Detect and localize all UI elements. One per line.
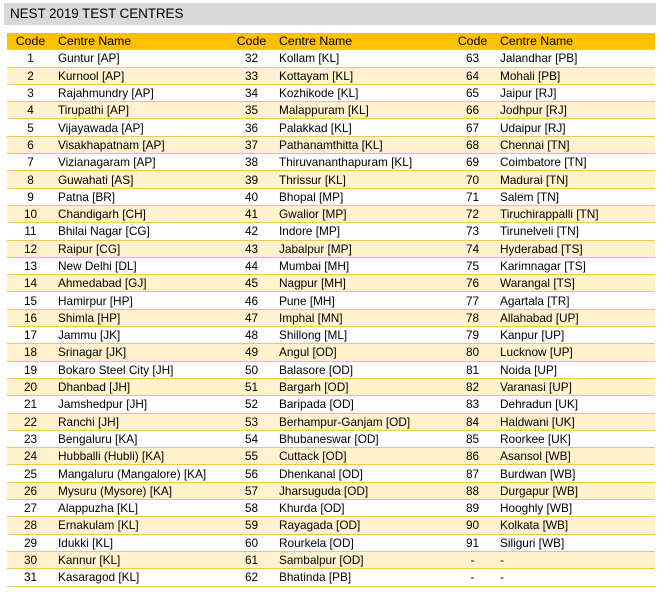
centre-name-cell: Allahabad [UP]	[496, 309, 655, 326]
centre-code-cell: 83	[449, 396, 496, 413]
centre-name-cell: Mohali [PB]	[496, 67, 655, 84]
centre-name-cell: Karimnagar [TS]	[496, 257, 655, 274]
centre-name-cell: Kurnool [AP]	[54, 67, 228, 84]
centre-name-cell: Shimla [HP]	[54, 309, 228, 326]
centre-name-cell: Balasore [OD]	[275, 361, 449, 378]
centre-code-cell: 76	[449, 275, 496, 292]
centre-name-cell: Dhanbad [JH]	[54, 378, 228, 395]
centre-code-cell: 41	[228, 205, 275, 222]
table-row	[7, 257, 655, 274]
centre-code-cell: 91	[449, 534, 496, 551]
centre-name-cell: Jaipur [RJ]	[496, 84, 655, 101]
centre-code-cell: 14	[7, 275, 54, 292]
centre-code-cell: 18	[7, 344, 54, 361]
table-row	[7, 119, 655, 136]
centre-code-cell: 31	[7, 569, 54, 586]
centre-name-cell: Guwahati [AS]	[54, 171, 228, 188]
table-row	[7, 136, 655, 153]
table-row	[7, 154, 655, 171]
centre-code-cell: 23	[7, 430, 54, 447]
centre-code-cell: 70	[449, 171, 496, 188]
centre-code-cell: 7	[7, 154, 54, 171]
centre-name-cell: Chandigarh [CH]	[54, 205, 228, 222]
centre-name-cell: Srinagar [JK]	[54, 344, 228, 361]
centre-code-cell: 11	[7, 223, 54, 240]
centre-name-cell: Raipur [CG]	[54, 240, 228, 257]
centre-code-cell: 22	[7, 413, 54, 430]
centre-name-cell: Visakhapatnam [AP]	[54, 136, 228, 153]
centre-name-cell: Burdwan [WB]	[496, 465, 655, 482]
centre-name-cell: Tiruchirappalli [TN]	[496, 205, 655, 222]
table-row	[7, 361, 655, 378]
centre-code-cell: 27	[7, 500, 54, 517]
centre-name-cell: Rourkela [OD]	[275, 534, 449, 551]
centre-code-cell: 21	[7, 396, 54, 413]
centre-name-cell: Bhubaneswar [OD]	[275, 430, 449, 447]
centre-code-cell: 60	[228, 534, 275, 551]
centre-name-cell: Chennai [TN]	[496, 136, 655, 153]
centre-name-cell: Dehradun [UK]	[496, 396, 655, 413]
centre-name-cell: Hooghly [WB]	[496, 500, 655, 517]
centre-code-cell: 58	[228, 500, 275, 517]
centre-code-cell: 80	[449, 344, 496, 361]
table-row	[7, 448, 655, 465]
centre-name-cell: Khurda [OD]	[275, 500, 449, 517]
centre-name-cell: Jabalpur [MP]	[275, 240, 449, 257]
centre-name-cell: Jharsuguda [OD]	[275, 482, 449, 499]
centre-code-cell: 50	[228, 361, 275, 378]
centre-code-cell: -	[449, 569, 496, 586]
centre-name-cell: Gwalior [MP]	[275, 205, 449, 222]
centre-name-cell: Bargarh [OD]	[275, 378, 449, 395]
centre-name-cell: Hyderabad [TS]	[496, 240, 655, 257]
centre-code-cell: 32	[228, 50, 275, 67]
centre-name-cell: Durgapur [WB]	[496, 482, 655, 499]
table-row	[7, 378, 655, 395]
table-row	[7, 327, 655, 344]
centre-name-cell: Pathanamthitta [KL]	[275, 136, 449, 153]
centre-code-cell: 72	[449, 205, 496, 222]
centre-name-cell: Mangaluru (Mangalore) [KA]	[54, 465, 228, 482]
centre-name-cell: Agartala [TR]	[496, 292, 655, 309]
centre-name-cell: Jamshedpur [JH]	[54, 396, 228, 413]
centre-code-cell: 75	[449, 257, 496, 274]
centre-name-cell: Ranchi [JH]	[54, 413, 228, 430]
centre-code-cell: 86	[449, 448, 496, 465]
centre-name-cell: -	[496, 551, 655, 568]
centre-code-cell: 57	[228, 482, 275, 499]
centre-name-cell: Madurai [TN]	[496, 171, 655, 188]
table-row	[7, 292, 655, 309]
centre-code-cell: 53	[228, 413, 275, 430]
table-row	[7, 500, 655, 517]
centre-code-cell: 77	[449, 292, 496, 309]
centre-code-cell: 17	[7, 327, 54, 344]
centre-code-cell: 55	[228, 448, 275, 465]
centre-name-cell: Sambalpur [OD]	[275, 551, 449, 568]
table-row	[7, 482, 655, 499]
centre-name-cell: Haldwani [UK]	[496, 413, 655, 430]
centre-code-cell: 2	[7, 67, 54, 84]
centre-name-cell: Siliguri [WB]	[496, 534, 655, 551]
column-header-centre-name: Centre Name	[496, 33, 655, 50]
centre-name-cell: Nagpur [MH]	[275, 275, 449, 292]
centre-code-cell: 9	[7, 188, 54, 205]
centre-code-cell: 25	[7, 465, 54, 482]
centre-code-cell: 28	[7, 517, 54, 534]
centre-name-cell: Udaipur [RJ]	[496, 119, 655, 136]
centre-code-cell: 88	[449, 482, 496, 499]
centre-code-cell: 54	[228, 430, 275, 447]
centre-code-cell: 13	[7, 257, 54, 274]
test-centres-table	[7, 33, 655, 587]
centre-name-cell: Asansol [WB]	[496, 448, 655, 465]
table-row	[7, 569, 655, 586]
centre-name-cell: Roorkee [UK]	[496, 430, 655, 447]
table-row	[7, 50, 655, 67]
centre-code-cell: 15	[7, 292, 54, 309]
centre-name-cell: Bokaro Steel City [JH]	[54, 361, 228, 378]
centre-code-cell: 38	[228, 154, 275, 171]
centre-code-cell: 87	[449, 465, 496, 482]
table-row	[7, 102, 655, 119]
centre-code-cell: 44	[228, 257, 275, 274]
centre-code-cell: 52	[228, 396, 275, 413]
centre-name-cell: Kannur [KL]	[54, 551, 228, 568]
centre-code-cell: 48	[228, 327, 275, 344]
centre-code-cell: 12	[7, 240, 54, 257]
centre-code-cell: 47	[228, 309, 275, 326]
centre-code-cell: 35	[228, 102, 275, 119]
table-row	[7, 223, 655, 240]
centre-code-cell: 73	[449, 223, 496, 240]
centre-code-cell: 40	[228, 188, 275, 205]
table-row	[7, 275, 655, 292]
centre-name-cell: Imphal [MN]	[275, 309, 449, 326]
centre-name-cell: Idukki [KL]	[54, 534, 228, 551]
centre-code-cell: 10	[7, 205, 54, 222]
centre-code-cell: 36	[228, 119, 275, 136]
centre-name-cell: Vizianagaram [AP]	[54, 154, 228, 171]
centre-code-cell: 46	[228, 292, 275, 309]
centre-code-cell: 85	[449, 430, 496, 447]
centre-code-cell: 68	[449, 136, 496, 153]
column-header-centre-name: Centre Name	[54, 33, 228, 50]
table-row	[7, 517, 655, 534]
centre-name-cell: Jodhpur [RJ]	[496, 102, 655, 119]
centre-code-cell: 49	[228, 344, 275, 361]
centre-name-cell: Cuttack [OD]	[275, 448, 449, 465]
centre-name-cell: Bhopal [MP]	[275, 188, 449, 205]
centre-name-cell: Baripada [OD]	[275, 396, 449, 413]
centre-name-cell: Bhilai Nagar [CG]	[54, 223, 228, 240]
centre-name-cell: Tirupathi [AP]	[54, 102, 228, 119]
centre-code-cell: 79	[449, 327, 496, 344]
centre-code-cell: 82	[449, 378, 496, 395]
centre-name-cell: Bengaluru [KA]	[54, 430, 228, 447]
centre-code-cell: 43	[228, 240, 275, 257]
centre-code-cell: 65	[449, 84, 496, 101]
table-row	[7, 205, 655, 222]
table-row	[7, 171, 655, 188]
centre-name-cell: Kolkata [WB]	[496, 517, 655, 534]
centre-name-cell: Thiruvananthapuram [KL]	[275, 154, 449, 171]
centre-name-cell: Mysuru (Mysore) [KA]	[54, 482, 228, 499]
centre-code-cell: 89	[449, 500, 496, 517]
centre-code-cell: 59	[228, 517, 275, 534]
centre-code-cell: 39	[228, 171, 275, 188]
centre-code-cell: 33	[228, 67, 275, 84]
centre-name-cell: Kozhikode [KL]	[275, 84, 449, 101]
centre-name-cell: Rayagada [OD]	[275, 517, 449, 534]
centre-code-cell: 78	[449, 309, 496, 326]
centre-name-cell: Bhatinda [PB]	[275, 569, 449, 586]
centre-code-cell: 20	[7, 378, 54, 395]
centre-name-cell: Kottayam [KL]	[275, 67, 449, 84]
column-header-code: Code	[449, 33, 496, 50]
centre-name-cell: Coimbatore [TN]	[496, 154, 655, 171]
centre-name-cell: Dhenkanal [OD]	[275, 465, 449, 482]
centre-code-cell: 3	[7, 84, 54, 101]
centre-code-cell: 4	[7, 102, 54, 119]
centre-code-cell: 37	[228, 136, 275, 153]
table-row	[7, 309, 655, 326]
table-row	[7, 67, 655, 84]
centre-name-cell: Palakkad [KL]	[275, 119, 449, 136]
table-body	[7, 50, 655, 586]
centre-name-cell: Salem [TN]	[496, 188, 655, 205]
centre-code-cell: 30	[7, 551, 54, 568]
table-row	[7, 551, 655, 568]
centre-name-cell: Kanpur [UP]	[496, 327, 655, 344]
centre-code-cell: 26	[7, 482, 54, 499]
centre-name-cell: Rajahmundry [AP]	[54, 84, 228, 101]
centre-code-cell: 71	[449, 188, 496, 205]
centre-name-cell: Angul [OD]	[275, 344, 449, 361]
centre-name-cell: Warangal [TS]	[496, 275, 655, 292]
centre-code-cell: 63	[449, 50, 496, 67]
centre-name-cell: Pune [MH]	[275, 292, 449, 309]
centre-name-cell: Varanasi [UP]	[496, 378, 655, 395]
centre-name-cell: Patna [BR]	[54, 188, 228, 205]
centre-name-cell: Kollam [KL]	[275, 50, 449, 67]
centre-name-cell: Hubballi (Hubli) [KA]	[54, 448, 228, 465]
centre-code-cell: 81	[449, 361, 496, 378]
centre-code-cell: 64	[449, 67, 496, 84]
centre-code-cell: 1	[7, 50, 54, 67]
page-title: NEST 2019 TEST CENTRES	[4, 3, 656, 25]
centre-code-cell: 16	[7, 309, 54, 326]
centre-name-cell: Kasaragod [KL]	[54, 569, 228, 586]
centre-code-cell: 90	[449, 517, 496, 534]
centre-name-cell: Lucknow [UP]	[496, 344, 655, 361]
centre-name-cell: Jammu [JK]	[54, 327, 228, 344]
column-header-centre-name: Centre Name	[275, 33, 449, 50]
centre-name-cell: Mumbai [MH]	[275, 257, 449, 274]
centre-name-cell: New Delhi [DL]	[54, 257, 228, 274]
centre-code-cell: -	[449, 551, 496, 568]
column-header-code: Code	[228, 33, 275, 50]
centre-name-cell: -	[496, 569, 655, 586]
centre-name-cell: Alappuzha [KL]	[54, 500, 228, 517]
centre-name-cell: Tirunelveli [TN]	[496, 223, 655, 240]
centre-name-cell: Guntur [AP]	[54, 50, 228, 67]
centre-name-cell: Indore [MP]	[275, 223, 449, 240]
centre-code-cell: 5	[7, 119, 54, 136]
centre-code-cell: 61	[228, 551, 275, 568]
centre-code-cell: 6	[7, 136, 54, 153]
centre-code-cell: 51	[228, 378, 275, 395]
centre-code-cell: 34	[228, 84, 275, 101]
table-row	[7, 465, 655, 482]
centre-name-cell: Berhampur-Ganjam [OD]	[275, 413, 449, 430]
centre-code-cell: 69	[449, 154, 496, 171]
table-row	[7, 84, 655, 101]
centre-code-cell: 67	[449, 119, 496, 136]
table-row	[7, 240, 655, 257]
centre-name-cell: Vijayawada [AP]	[54, 119, 228, 136]
table-row	[7, 188, 655, 205]
table-row	[7, 430, 655, 447]
centre-name-cell: Shillong [ML]	[275, 327, 449, 344]
table-row	[7, 344, 655, 361]
centre-code-cell: 24	[7, 448, 54, 465]
table-row	[7, 396, 655, 413]
centre-code-cell: 56	[228, 465, 275, 482]
centre-code-cell: 19	[7, 361, 54, 378]
centre-code-cell: 42	[228, 223, 275, 240]
centre-name-cell: Ahmedabad [GJ]	[54, 275, 228, 292]
centre-code-cell: 8	[7, 171, 54, 188]
centre-name-cell: Malappuram [KL]	[275, 102, 449, 119]
centre-code-cell: 29	[7, 534, 54, 551]
centre-name-cell: Noida [UP]	[496, 361, 655, 378]
column-header-code: Code	[7, 33, 54, 50]
table-row	[7, 413, 655, 430]
centre-name-cell: Hamirpur [HP]	[54, 292, 228, 309]
centre-code-cell: 45	[228, 275, 275, 292]
table-header-row	[7, 33, 655, 50]
centre-code-cell: 66	[449, 102, 496, 119]
centre-code-cell: 62	[228, 569, 275, 586]
centre-name-cell: Thrissur [KL]	[275, 171, 449, 188]
table-row	[7, 534, 655, 551]
centre-name-cell: Jalandhar [PB]	[496, 50, 655, 67]
centre-code-cell: 74	[449, 240, 496, 257]
centre-name-cell: Ernakulam [KL]	[54, 517, 228, 534]
centre-code-cell: 84	[449, 413, 496, 430]
